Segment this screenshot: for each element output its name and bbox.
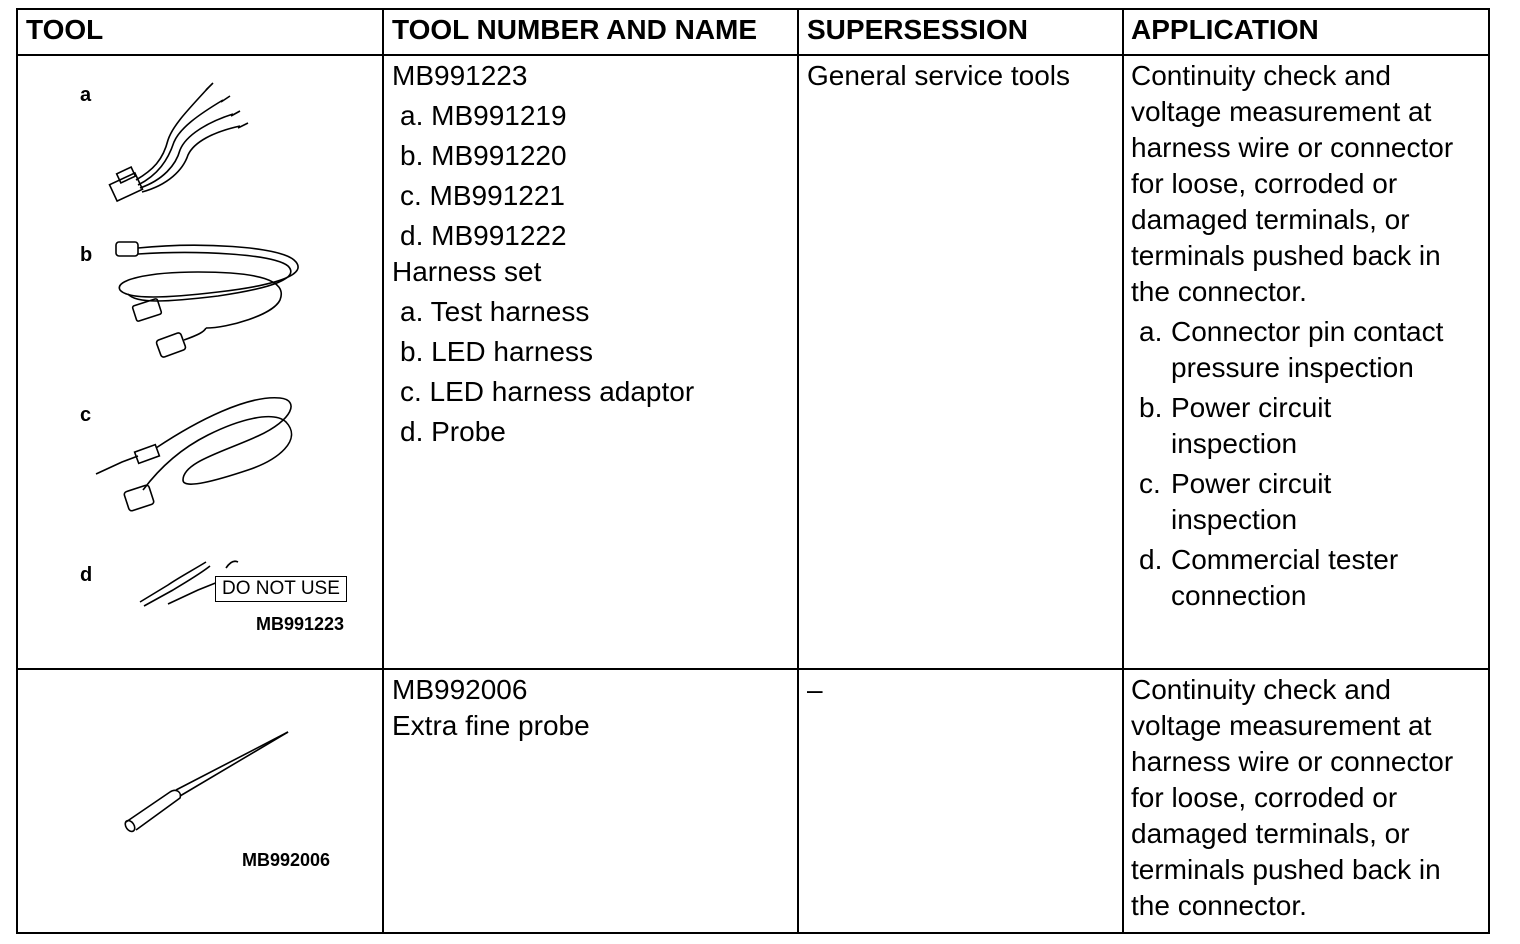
header-application: APPLICATION (1131, 14, 1319, 45)
item-letter: d. (1139, 544, 1163, 575)
application-line: for loose, corroded or (1131, 168, 1398, 199)
application-line: the connector. (1131, 890, 1307, 921)
item-line: Power circuit (1171, 392, 1332, 423)
tool-number: MB992006 (392, 674, 528, 705)
application-line: for loose, corroded or (1131, 782, 1398, 813)
header-supersession: SUPERSESSION (807, 14, 1028, 45)
application-line: voltage measurement at (1131, 96, 1432, 127)
application-line: terminals pushed back in (1131, 240, 1441, 271)
application-item-c (1131, 466, 1491, 538)
application-line: Continuity check and (1131, 674, 1391, 705)
extra-fine-probe-drawing (18, 670, 380, 930)
application-cell (1131, 58, 1491, 614)
item-letter: b. (1139, 392, 1163, 423)
item-line: Power circuit (1171, 468, 1332, 499)
sub-name-d: d. Probe (400, 416, 506, 447)
application-line: harness wire or connector (1131, 132, 1454, 163)
item-line: Commercial tester (1171, 544, 1399, 575)
sub-name-c: c. LED harness adaptor (400, 376, 695, 407)
supersession-cell: General service tools (807, 60, 1071, 91)
application-item-b (1131, 390, 1491, 462)
item-line: pressure inspection (1171, 352, 1414, 383)
application-line: Continuity check and (1131, 60, 1391, 91)
tool-number-name-cell (392, 672, 590, 744)
application-line: damaged terminals, or (1131, 818, 1410, 849)
sub-number-d: d. MB991222 (400, 220, 567, 251)
test-harness-icon (110, 83, 248, 201)
tool-name: Harness set (392, 256, 542, 287)
led-harness-adaptor-icon (96, 398, 292, 512)
tool-part-number: MB992006 (242, 850, 331, 870)
application-item-a (1131, 314, 1491, 386)
item-line: inspection (1171, 504, 1298, 535)
sub-number-c: c. MB991221 (400, 180, 565, 211)
application-item-d (1131, 542, 1491, 614)
header-tool-number-and-name: TOOL NUMBER AND NAME (392, 14, 758, 45)
application-line: terminals pushed back in (1131, 854, 1441, 885)
column-divider (1122, 10, 1124, 932)
application-line: the connector. (1131, 276, 1307, 307)
sub-name-b: b. LED harness (400, 336, 593, 367)
item-line: inspection (1171, 428, 1298, 459)
column-divider (382, 10, 384, 932)
application-line: damaged terminals, or (1131, 204, 1410, 235)
do-not-use-stamp: DO NOT USE (215, 576, 347, 602)
item-letter: c. (1139, 468, 1161, 499)
tool-label-a: a (80, 84, 92, 106)
sub-number-b: b. MB991220 (400, 140, 567, 171)
sub-number-a: a. MB991219 (400, 100, 567, 131)
item-line: Connector pin contact (1171, 316, 1444, 347)
tool-label-d: d (80, 564, 93, 586)
tool-label-b: b (80, 244, 93, 266)
item-letter: a. (1139, 316, 1163, 347)
tool-number-name-cell (392, 58, 694, 450)
application-line: harness wire or connector (1131, 746, 1454, 777)
application-cell (1131, 672, 1491, 924)
led-harness-icon (116, 242, 298, 358)
column-divider (797, 10, 799, 932)
tool-number: MB991223 (392, 60, 528, 91)
tool-name: Extra fine probe (392, 710, 590, 741)
tool-part-number: MB991223 (256, 614, 345, 634)
application-line: voltage measurement at (1131, 710, 1432, 741)
tool-label-c: c (80, 404, 92, 426)
harness-set-drawing (18, 10, 380, 666)
sub-name-a: a. Test harness (400, 296, 590, 327)
supersession-cell: – (807, 674, 823, 705)
tools-table (16, 8, 1490, 934)
header-tool: TOOL (26, 14, 104, 45)
extra-fine-probe-icon (123, 732, 288, 833)
item-line: connection (1171, 580, 1307, 611)
